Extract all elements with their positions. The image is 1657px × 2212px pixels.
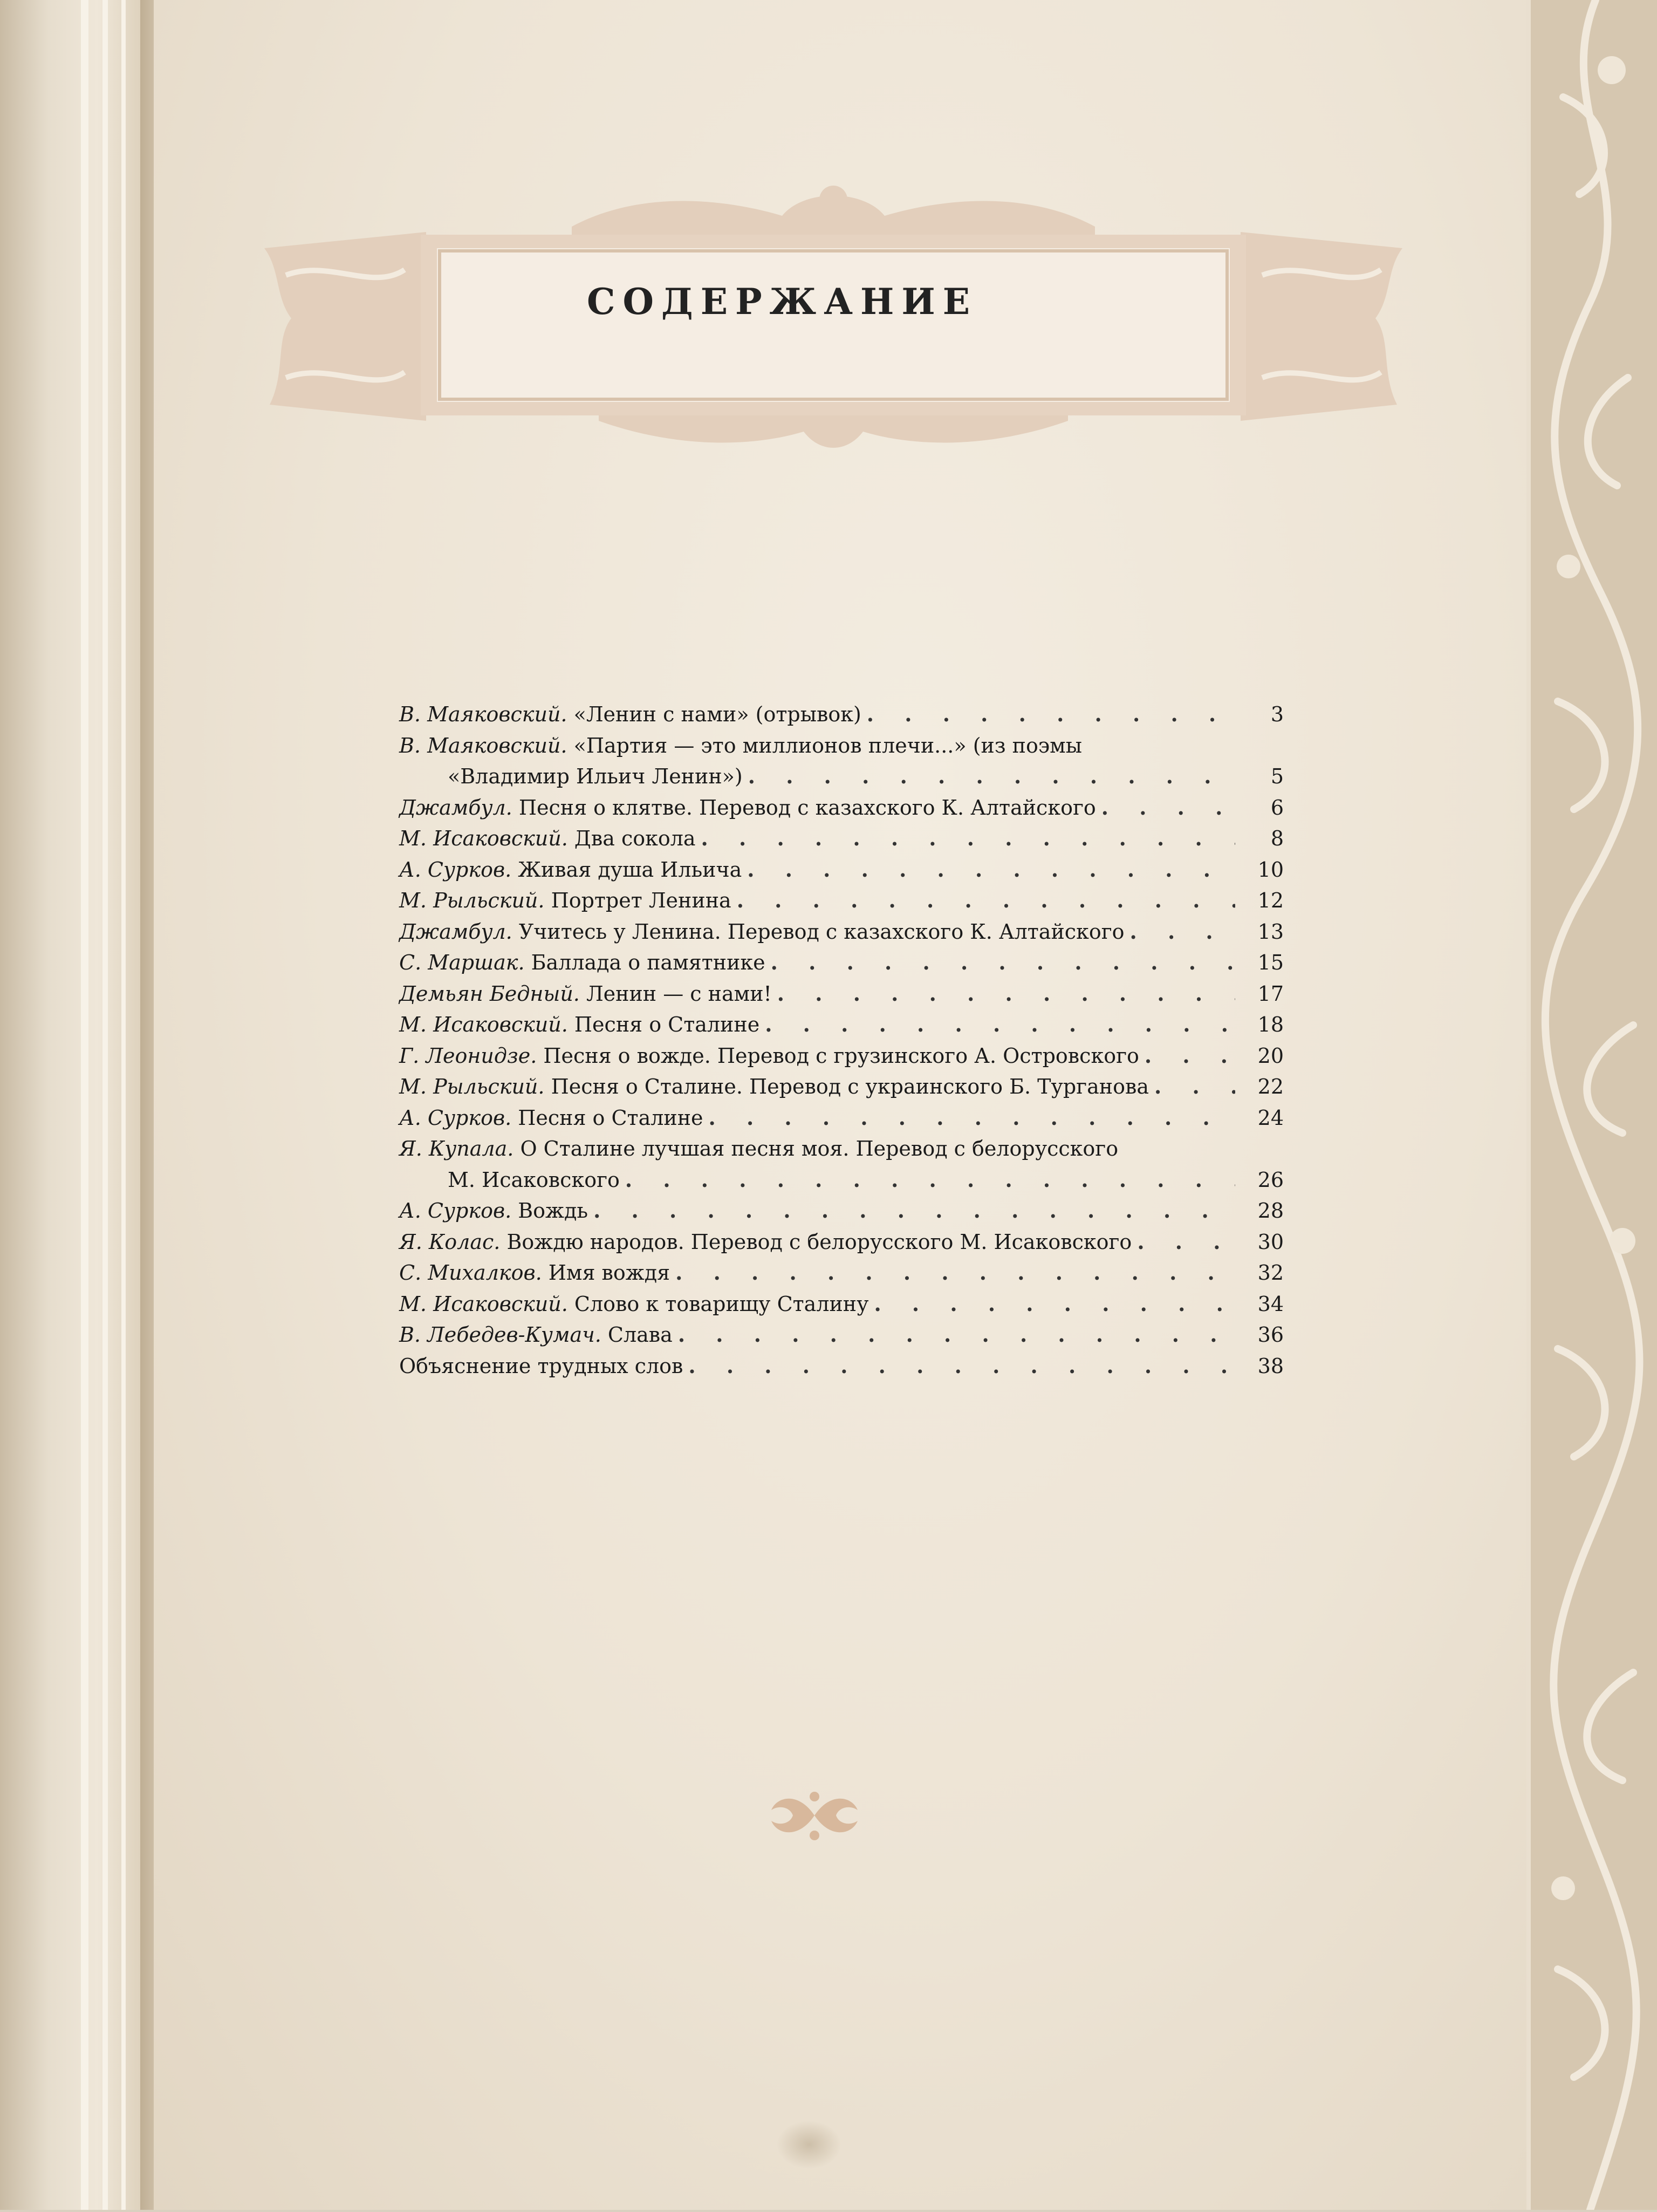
toc-author: С. Маршак. bbox=[399, 951, 525, 974]
toc-entry bbox=[399, 913, 1284, 944]
toc-author: М. Рыльский. bbox=[399, 1075, 545, 1098]
floral-border-ornament bbox=[1531, 0, 1657, 2210]
toc-entry-text bbox=[399, 1323, 673, 1347]
toc-entry-text bbox=[399, 889, 731, 912]
toc-entry bbox=[399, 1348, 1284, 1378]
toc-entry-text bbox=[399, 827, 696, 850]
toc-author: С. Михалков. bbox=[399, 1261, 542, 1285]
toc-entry bbox=[399, 789, 1284, 820]
toc-entry-text bbox=[399, 1199, 588, 1223]
toc-entry-text bbox=[399, 734, 1082, 757]
toc-page-number: 3 bbox=[1270, 702, 1284, 726]
toc-title-continuation: М. Исаковского bbox=[448, 1168, 620, 1192]
facing-page-stripe bbox=[81, 0, 88, 2210]
toc-title: Песня о вожде. Перевод с грузинского А. Островского bbox=[537, 1043, 1139, 1068]
toc-author: Я. Колас. bbox=[399, 1230, 501, 1254]
toc-page-number: 6 bbox=[1270, 795, 1284, 820]
toc-author: А. Сурков. bbox=[399, 1105, 512, 1130]
toc-title: О Сталине лучшая песня моя. Перевод с белорусского bbox=[513, 1137, 1119, 1160]
toc-page-number: 20 bbox=[1257, 1043, 1284, 1068]
toc-page-number: 10 bbox=[1257, 857, 1284, 882]
toc-title: Песня о Сталине bbox=[567, 1013, 760, 1036]
dot-leader bbox=[867, 702, 1235, 726]
dot-leader bbox=[678, 1322, 1235, 1347]
dot-leader bbox=[765, 1012, 1235, 1036]
toc-title: Ленин — с нами! bbox=[579, 981, 772, 1006]
toc-title: Учитесь у Ленина. Перевод с казахского К. Алтайского bbox=[512, 919, 1125, 944]
toc-entry-text bbox=[399, 858, 742, 882]
toc-entry bbox=[399, 851, 1284, 882]
facing-page-stripe bbox=[102, 0, 108, 2210]
toc-entry-text bbox=[399, 702, 861, 726]
toc-title: Слава bbox=[601, 1323, 673, 1347]
toc-title: Вождь bbox=[511, 1199, 588, 1223]
toc-page-number: 26 bbox=[1257, 1168, 1284, 1192]
toc-entry bbox=[399, 1254, 1284, 1285]
toc-entry-text bbox=[399, 1106, 703, 1130]
toc-title: Баллада о памятнике bbox=[524, 951, 765, 974]
bottom-ornament bbox=[766, 1786, 863, 1845]
toc-page-number: 32 bbox=[1257, 1261, 1284, 1285]
dot-leader bbox=[737, 888, 1235, 912]
dot-leader bbox=[874, 1292, 1235, 1316]
toc-author: Я. Купала. bbox=[399, 1137, 514, 1160]
toc-entry bbox=[399, 820, 1284, 850]
toc-title: Живая душа Ильича bbox=[511, 857, 742, 882]
toc-page-number: 15 bbox=[1257, 951, 1284, 974]
dot-leader bbox=[1137, 1230, 1235, 1254]
toc-title: Портрет Ленина bbox=[544, 889, 731, 912]
dot-leader bbox=[1154, 1074, 1235, 1098]
toc-entry bbox=[399, 1162, 1284, 1192]
toc-entry-text bbox=[399, 1075, 1149, 1098]
toc-entry bbox=[399, 1192, 1284, 1223]
toc-entry bbox=[399, 882, 1284, 912]
toc-title: Два сокола bbox=[567, 827, 696, 850]
toc-author: М. Исаковский. bbox=[399, 1013, 568, 1036]
toc-page-number: 12 bbox=[1257, 889, 1284, 912]
toc-entry-text bbox=[399, 1137, 1118, 1160]
toc-entry bbox=[399, 1316, 1284, 1347]
toc-page-number: 5 bbox=[1270, 764, 1284, 788]
toc-page-number: 8 bbox=[1270, 827, 1284, 850]
dot-leader bbox=[1129, 919, 1235, 944]
toc-author: Джамбул. bbox=[399, 919, 512, 944]
toc-page-number: 17 bbox=[1257, 981, 1284, 1006]
toc-title: «Ленин с нами» (отрывок) bbox=[567, 702, 861, 726]
toc-author: А. Сурков. bbox=[399, 1199, 512, 1223]
toc-author: А. Сурков. bbox=[399, 857, 512, 882]
toc-author: М. Исаковский. bbox=[399, 827, 568, 850]
toc-author: М. Рыльский. bbox=[399, 889, 545, 912]
toc-entry-text bbox=[399, 920, 1124, 944]
toc-page-number: 30 bbox=[1257, 1230, 1284, 1254]
toc-entry bbox=[399, 1286, 1284, 1316]
dot-leader bbox=[748, 764, 1235, 788]
toc-title: Объяснение трудных слов bbox=[399, 1354, 683, 1378]
dot-leader bbox=[709, 1105, 1235, 1130]
toc-entry bbox=[399, 975, 1284, 1006]
toc-entry-text bbox=[399, 1354, 683, 1378]
dot-leader bbox=[777, 981, 1235, 1006]
toc-entry-line bbox=[399, 727, 1284, 757]
dot-leader bbox=[625, 1168, 1235, 1192]
dot-leader bbox=[771, 950, 1235, 974]
toc-title-continuation: «Владимир Ильич Ленин») bbox=[448, 764, 743, 788]
toc-author: В. Маяковский. bbox=[399, 733, 567, 757]
toc-page-number: 22 bbox=[1257, 1075, 1284, 1098]
toc-page-number: 38 bbox=[1257, 1354, 1284, 1378]
toc-entry-text bbox=[399, 1261, 670, 1285]
toc-entry bbox=[399, 1068, 1284, 1098]
toc-entry-line bbox=[399, 1130, 1284, 1160]
toc-title: Песня о Сталине. Перевод с украинского Б. Турганова bbox=[544, 1075, 1149, 1098]
toc-title: Вождю народов. Перевод с белорусского М. Исаковского bbox=[500, 1230, 1132, 1254]
toc-title: Слово к товарищу Сталину bbox=[567, 1292, 869, 1316]
toc-entry bbox=[399, 944, 1284, 974]
dot-leader bbox=[747, 857, 1235, 882]
toc-entry bbox=[399, 696, 1284, 726]
ornamental-side-border bbox=[1526, 0, 1657, 2210]
toc-entry-text bbox=[399, 982, 772, 1006]
toc-entry-text bbox=[399, 1230, 1132, 1254]
facing-page-stripe bbox=[121, 0, 126, 2210]
dot-leader bbox=[688, 1354, 1235, 1378]
toc-entry bbox=[399, 1100, 1284, 1130]
toc-author: В. Лебедев-Кумач. bbox=[399, 1323, 601, 1347]
page-title: СОДЕРЖАНИЕ bbox=[586, 281, 977, 323]
dot-leader bbox=[701, 826, 1235, 850]
toc-page-number: 34 bbox=[1257, 1292, 1284, 1316]
toc-title: «Партия — это миллионов плечи...» (из поэмы bbox=[567, 733, 1082, 757]
toc-title: Имя вождя bbox=[542, 1261, 670, 1285]
toc-author: Демьян Бедный. bbox=[399, 981, 580, 1006]
toc-page-number: 24 bbox=[1257, 1105, 1284, 1130]
toc-entry-text bbox=[399, 951, 765, 974]
toc-page-number: 36 bbox=[1257, 1323, 1284, 1347]
toc-entry-text bbox=[399, 796, 1096, 820]
dot-leader bbox=[1145, 1043, 1235, 1068]
toc-entry bbox=[399, 758, 1284, 788]
dot-leader bbox=[593, 1198, 1235, 1223]
toc-author: Г. Леонидзе. bbox=[399, 1043, 537, 1068]
toc-entry-text bbox=[399, 1292, 868, 1316]
toc-page-number: 13 bbox=[1257, 919, 1284, 944]
toc-page-number: 28 bbox=[1257, 1199, 1284, 1223]
toc-entry bbox=[399, 1224, 1284, 1254]
toc-author: М. Исаковский. bbox=[399, 1292, 568, 1316]
toc-entry bbox=[399, 1006, 1284, 1036]
toc-entry bbox=[399, 1037, 1284, 1068]
page-stain bbox=[777, 2120, 841, 2169]
dot-leader bbox=[1101, 795, 1235, 820]
toc-page-number: 18 bbox=[1257, 1013, 1284, 1036]
toc-title: Песня о Сталине bbox=[511, 1105, 703, 1130]
toc-entry-text bbox=[399, 1013, 759, 1036]
dot-leader bbox=[675, 1260, 1235, 1285]
toc-title: Песня о клятве. Перевод с казахского К. Алтайского bbox=[512, 795, 1096, 820]
toc-author: Джамбул. bbox=[399, 795, 512, 820]
toc-entry-text bbox=[399, 1044, 1139, 1068]
toc-author: В. Маяковский. bbox=[399, 702, 567, 726]
